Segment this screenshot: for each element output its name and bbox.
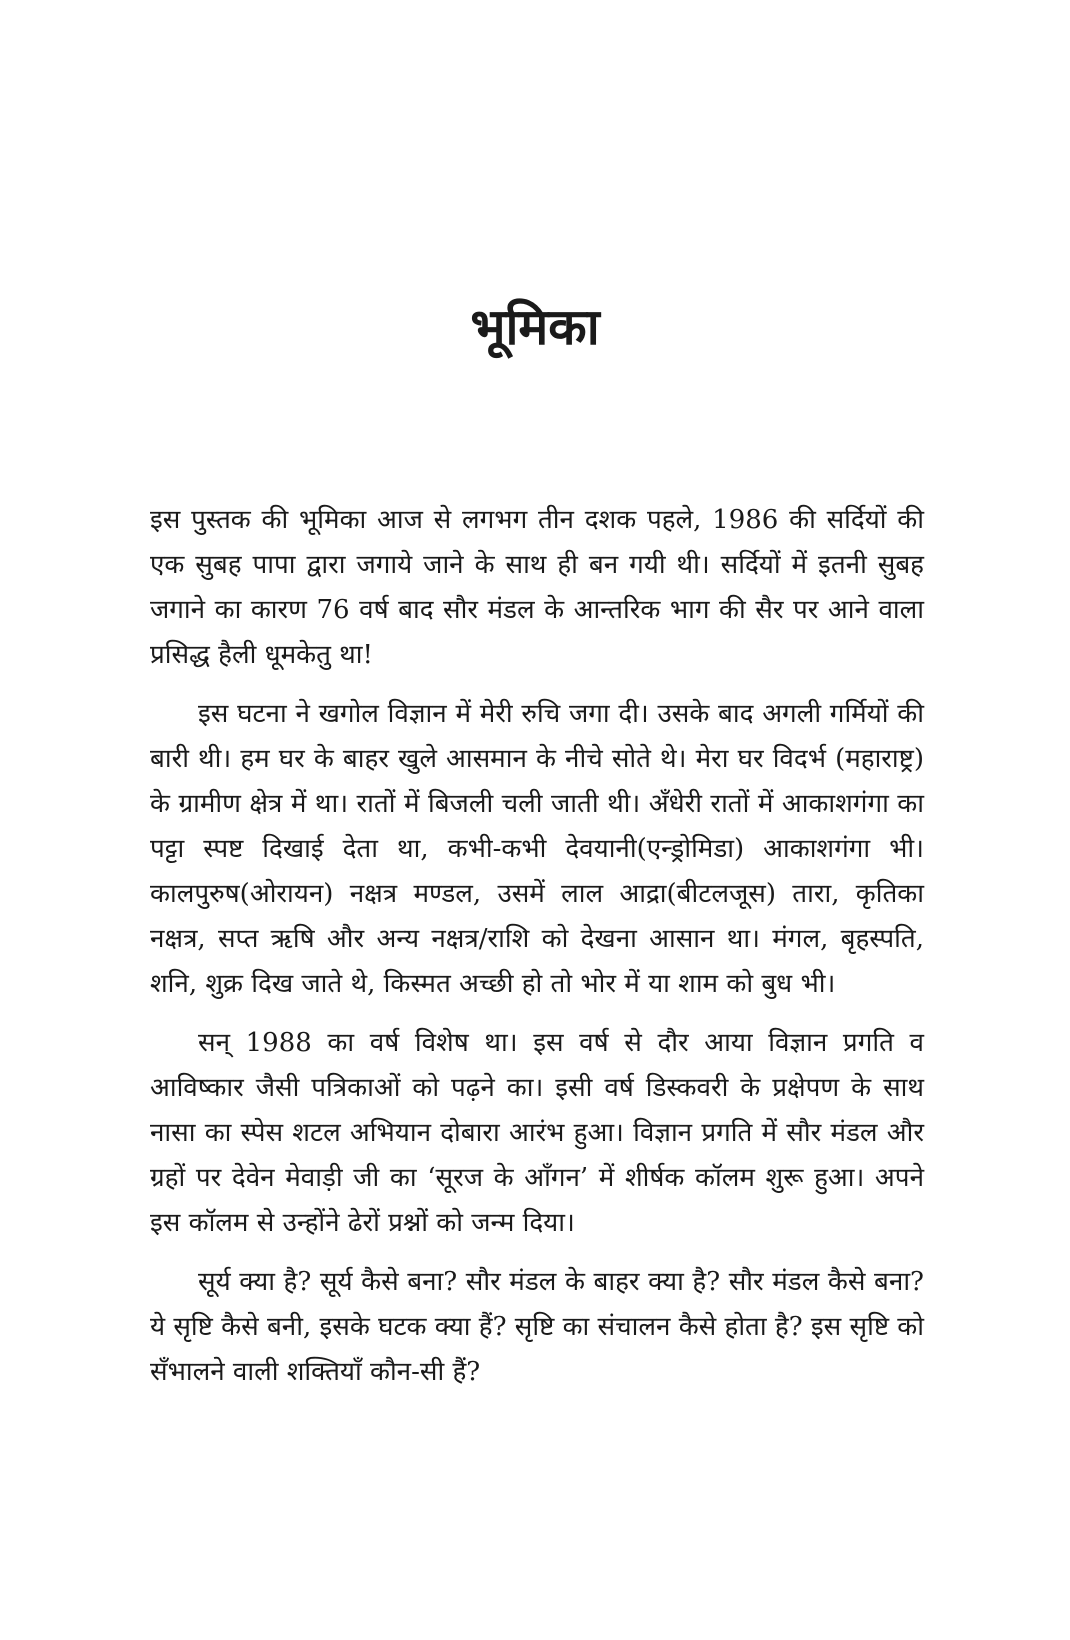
paragraph-3: सन् 1988 का वर्ष विशेष था। इस वर्ष से दौर आया विज्ञान प्रगति व आविष्कार जैसी पत्रिकाओं को पढ़ने का। इसी वर्ष डिस्कवरी के प्रक्षेपण के साथ नासा का स्पेस शटल अभियान दोबारा आरंभ हुआ। विज्ञान प्रगति में सौर मंडल और ग्रहों पर देवेन मेवाड़ी जी का ‘सूरज के आँगन’ में शीर्षक कॉलम शुरू हुआ। अपने इस कॉलम से उन्होंने ढेरों प्रश्नों को जन्म दिया। [150, 1028, 924, 1238]
chapter-body [150, 498, 924, 1409]
paragraph-1: इस पुस्तक की भूमिका आज से लगभग तीन दशक पहले, 1986 की सर्दियों की एक सुबह पापा द्वारा जगाये जाने के साथ ही बन गयी थी। सर्दियों में इतनी सुबह जगाने का कारण 76 वर्ष बाद सौर मंडल के आन्तरिक भाग की सैर पर आने वाला प्रसिद्ध हैली धूमकेतु था! [150, 505, 924, 670]
chapter-title: भूमिका [470, 298, 600, 356]
paragraph-4: सूर्य क्या है? सूर्य कैसे बना? सौर मंडल के बाहर क्या है? सौर मंडल कैसे बना? ये सृष्टि कैसे बनी, इसके घटक क्या हैं? सृष्टि का संचालन कैसे होता है? इस सृष्टि को सँभालने वाली शक्तियाँ कौन-सी हैं? [150, 1267, 924, 1387]
paragraph-2: इस घटना ने खगोल विज्ञान में मेरी रुचि जगा दी। उसके बाद अगली गर्मियों की बारी थी। हम घर के बाहर खुले आसमान के नीचे सोते थे। मेरा घर विदर्भ (महाराष्ट्र) के ग्रामीण क्षेत्र में था। रातों में बिजली चली जाती थी। अँधेरी रातों में आकाशगंगा का पट्टा स्पष्ट दिखाई देता था, कभी-कभी देवयानी(एन्ड्रोमिडा) आकाशगंगा भी। कालपुरुष(ओरायन) नक्षत्र मण्डल, उसमें लाल आद्रा(बीटलजूस) तारा, कृतिका नक्षत्र, सप्त ऋषि और अन्य नक्षत्र/राशि को देखना आसान था। मंगल, बृहस्पति, शनि, शुक्र दिख जाते थे, किस्मत अच्छी हो तो भोर में या शाम को बुध भी। [150, 699, 924, 999]
